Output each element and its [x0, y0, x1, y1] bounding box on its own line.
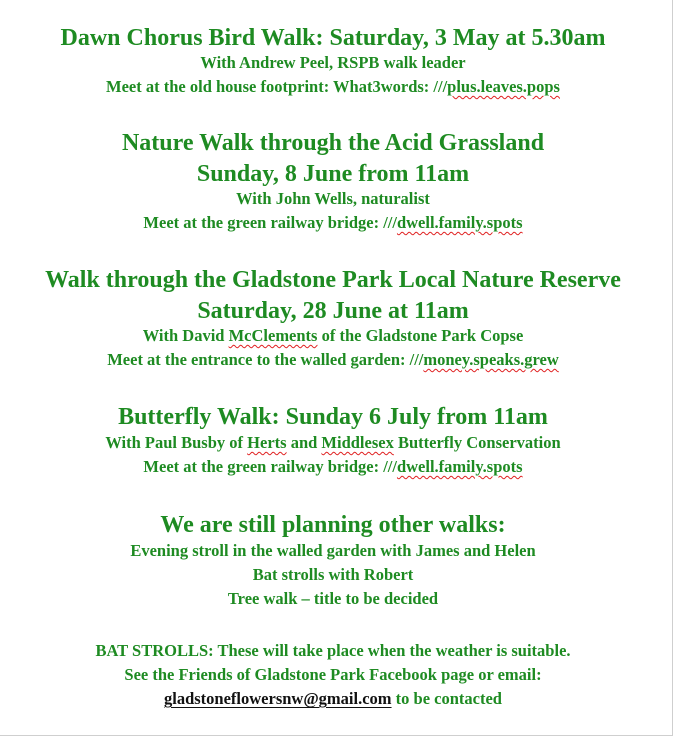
walk4-title: Butterfly Walk: Sunday 6 July from 11am — [118, 404, 548, 430]
walk2-meet — [0, 215, 666, 232]
walk1-title: Dawn Chorus Bird Walk: Saturday, 3 May at 5.30am — [60, 25, 606, 51]
planning-item: Tree walk – title to be decided — [227, 589, 439, 608]
walk4-leader-prefix: With Paul Busby of — [105, 433, 248, 452]
walk4-leader-herts: Herts — [247, 433, 287, 452]
contact-suffix: to be contacted — [391, 689, 502, 708]
walk4-meet — [0, 459, 666, 476]
contact-email-link[interactable]: gladstoneflowersnw@gmail.com — [164, 689, 392, 708]
walk3-title: Walk through the Gladstone Park Local Nature Reserve — [45, 267, 621, 293]
walk2-meet-text: Meet at the green railway bridge: /// — [143, 213, 397, 232]
walk4-leader-and: and — [286, 433, 322, 452]
walk1-meet-text: Meet at the old house footprint: What3words: /// — [106, 77, 448, 96]
walk2-leader: With John Wells, naturalist — [236, 189, 430, 208]
walk3-leader-name: McClements — [228, 326, 318, 345]
walk4-leader-suffix: Butterfly Conservation — [393, 433, 561, 452]
walk2-title: Nature Walk through the Acid Grassland — [121, 130, 545, 156]
walk3-leader-suffix: of the Gladstone Park Copse — [317, 326, 524, 345]
bat-strolls-line1: BAT STROLLS: These will take place when the weather is suitable. — [95, 641, 571, 660]
walk1-leader: With Andrew Peel, RSPB walk leader — [200, 53, 466, 72]
walk4-meet-text: Meet at the green railway bridge: /// — [143, 457, 397, 476]
walk3-meet-text: Meet at the entrance to the walled garden: /// — [107, 350, 424, 369]
walk3-date: Saturday, 28 June at 11am — [197, 298, 469, 324]
page-border-right — [672, 0, 673, 736]
walk4-leader-middlesex: Middlesex — [321, 433, 394, 452]
bat-strolls-line3 — [0, 691, 666, 708]
walk3-leader-prefix: With David — [142, 326, 229, 345]
walk1-meet — [0, 79, 666, 96]
walk1-what3words-link[interactable]: plus.leaves.pops — [447, 77, 560, 96]
walk3-leader — [0, 328, 666, 345]
walk2-what3words-link[interactable]: dwell.family.spots — [396, 213, 523, 232]
walk4-leader — [0, 435, 666, 452]
walk2-date: Sunday, 8 June from 11am — [196, 161, 470, 187]
planning-heading: We are still planning other walks: — [160, 512, 506, 538]
page-border-bottom — [0, 735, 673, 736]
planning-item: Bat strolls with Robert — [252, 565, 414, 584]
bat-strolls-line2: See the Friends of Gladstone Park Facebook page or email: — [124, 665, 542, 684]
walk3-meet — [0, 352, 666, 369]
walk3-what3words-link[interactable]: money.speaks.grew — [423, 350, 559, 369]
planning-item: Evening stroll in the walled garden with James and Helen — [130, 541, 536, 560]
walk4-what3words-link[interactable]: dwell.family.spots — [396, 457, 523, 476]
